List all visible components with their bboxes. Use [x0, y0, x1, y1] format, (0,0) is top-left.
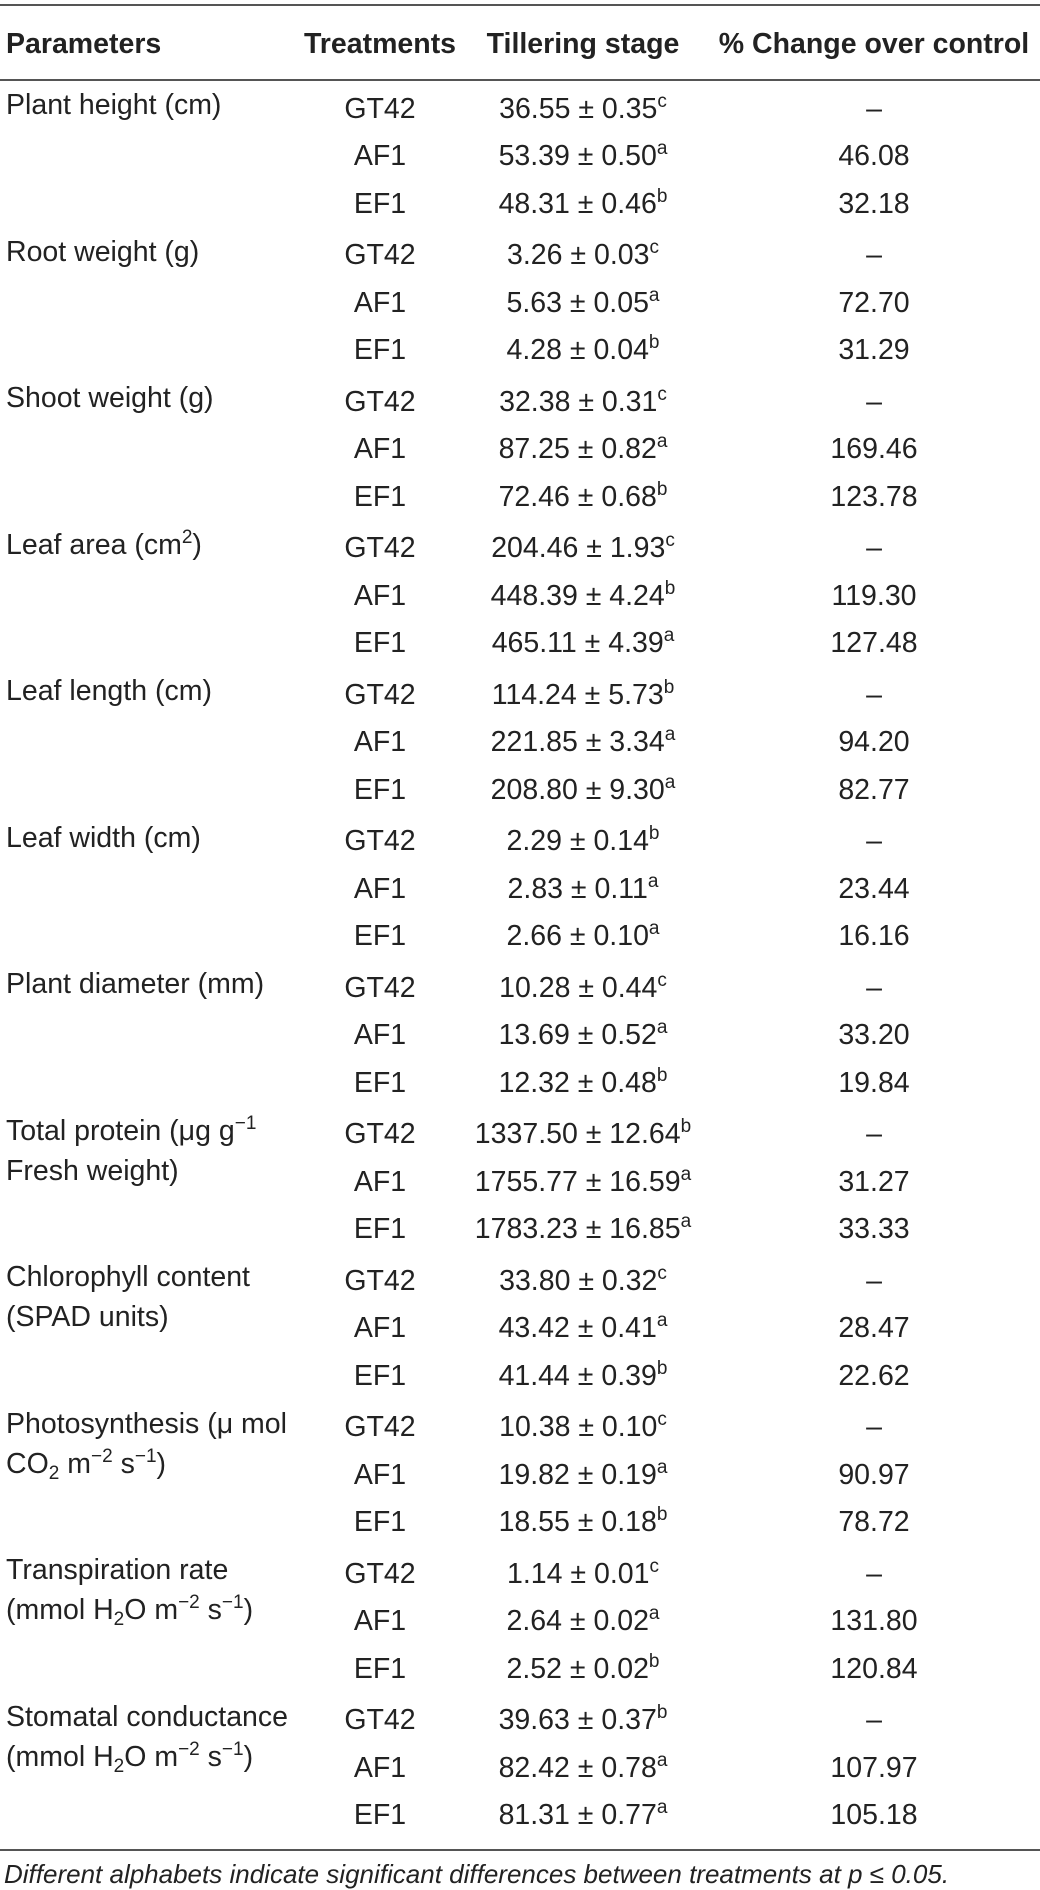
mean-se-value: 39.63 ± 0.37 — [498, 1704, 657, 1737]
significance-letter: a — [656, 431, 668, 453]
tillering-value-cell — [458, 80, 708, 133]
change-cell: 169.46 — [830, 433, 918, 466]
tillering-value-cell — [458, 1451, 708, 1499]
mean-se-value: 10.38 ± 0.10 — [499, 1411, 658, 1444]
treatment-cell: AF1 — [353, 433, 407, 466]
treatment-cell: EF1 — [353, 480, 407, 513]
change-cell: 105.18 — [830, 1799, 918, 1832]
significance-letter: a — [656, 1797, 668, 1819]
mean-se-value: 82.42 ± 0.78 — [498, 1751, 657, 1784]
mean-se-value: 1783.23 ± 16.85 — [474, 1213, 681, 1246]
significance-letter: b — [663, 676, 675, 698]
change-cell: 19.84 — [838, 1066, 910, 1099]
treatment-cell: EF1 — [353, 187, 407, 220]
change-cell: 31.27 — [838, 1165, 910, 1198]
change-cell: – — [866, 532, 882, 565]
table-row — [0, 374, 1040, 426]
treatment-cell: GT42 — [344, 1411, 416, 1444]
treatment-cell: GT42 — [344, 92, 416, 125]
table-row — [0, 521, 1040, 573]
tillering-value-cell — [458, 426, 708, 474]
mean-se-value: 32.38 ± 0.31 — [499, 385, 658, 418]
change-cell: 31.29 — [838, 334, 910, 367]
parameter-cell: Transpiration rate (mmol $H_2O$ $m^{-2}$ $s^{-1}$) — [6, 1554, 254, 1630]
treatment-cell: AF1 — [353, 579, 407, 612]
significance-letter: a — [647, 870, 659, 892]
mean-se-value: 12.32 ± 0.48 — [498, 1066, 657, 1099]
change-cell: 78.72 — [838, 1506, 910, 1539]
significance-letter: a — [648, 284, 660, 306]
parameter-cell: Plant height (cm) — [6, 89, 222, 121]
table-row — [0, 1546, 1040, 1598]
mean-se-value: 2.66 ± 0.10 — [506, 920, 649, 953]
mean-se-value: 48.31 ± 0.46 — [498, 187, 657, 220]
treatment-cell: AF1 — [353, 726, 407, 759]
table-row — [0, 228, 1040, 280]
tillering-value-cell — [458, 572, 708, 620]
change-cell: – — [866, 825, 882, 858]
table-footnote: Different alphabets indicate significant differences between treatments at p ≤ 0.05. — [0, 1849, 1040, 1890]
change-cell: 131.80 — [830, 1605, 918, 1638]
significance-letter: b — [656, 478, 668, 500]
change-cell: 127.48 — [830, 627, 918, 660]
mean-se-value: 3.26 ± 0.03 — [507, 239, 650, 272]
mean-se-value: 36.55 ± 0.35 — [499, 92, 658, 125]
treatment-cell: AF1 — [353, 872, 407, 905]
tillering-value-cell — [458, 960, 708, 1012]
tillering-value-cell — [458, 814, 708, 866]
significance-letter: c — [649, 237, 659, 259]
significance-letter: a — [680, 1163, 692, 1185]
significance-letter: b — [648, 823, 660, 845]
significance-letter: c — [649, 1555, 659, 1577]
header-tillering-stage: Tillering stage — [458, 5, 708, 80]
treatment-cell: EF1 — [353, 1066, 407, 1099]
parameter-cell: Chlorophyll content (SPAD units) — [6, 1261, 250, 1333]
change-cell: – — [866, 1557, 882, 1590]
change-cell: – — [866, 1704, 882, 1737]
tillering-value-cell — [458, 1499, 708, 1547]
significance-letter: b — [648, 332, 660, 354]
mean-se-value: 208.80 ± 9.30 — [490, 773, 665, 806]
change-cell: – — [866, 239, 882, 272]
tillering-value-cell — [458, 1059, 708, 1107]
significance-letter: a — [680, 1211, 692, 1233]
mean-se-value: 204.46 ± 1.93 — [491, 532, 666, 565]
header-change-over-control: % Change over control — [708, 5, 1040, 80]
significance-letter: a — [656, 138, 668, 160]
tillering-value-cell — [458, 133, 708, 181]
significance-letter: c — [657, 1409, 667, 1431]
mean-se-value: 72.46 ± 0.68 — [498, 480, 657, 513]
tillering-value-cell — [458, 719, 708, 767]
table-row — [0, 814, 1040, 866]
significance-letter: b — [664, 577, 676, 599]
treatment-cell: GT42 — [344, 825, 416, 858]
header-row — [0, 5, 1040, 80]
treatment-cell: EF1 — [353, 1213, 407, 1246]
treatment-cell: GT42 — [344, 239, 416, 272]
change-cell: 123.78 — [830, 480, 918, 513]
table-row — [0, 1253, 1040, 1305]
tillering-value-cell — [458, 1792, 708, 1840]
tillering-value-cell — [458, 913, 708, 961]
treatment-cell: GT42 — [344, 1557, 416, 1590]
table-row — [0, 1107, 1040, 1159]
significance-letter: a — [663, 625, 675, 647]
table-row — [0, 667, 1040, 719]
table-body — [0, 80, 1040, 1839]
change-cell: 33.33 — [838, 1213, 910, 1246]
change-cell: – — [866, 1411, 882, 1444]
mean-se-value: 1755.77 ± 16.59 — [474, 1165, 681, 1198]
significance-letter: b — [648, 1650, 660, 1672]
tillering-value-cell — [458, 279, 708, 327]
significance-letter: c — [657, 1262, 667, 1284]
parameter-cell: Root weight (g) — [6, 235, 200, 268]
table-row — [0, 1400, 1040, 1452]
treatment-cell: GT42 — [344, 385, 416, 418]
parameter-cell: Shoot weight (g) — [6, 382, 214, 414]
tillering-value-cell — [458, 1206, 708, 1254]
mean-se-value: 4.28 ± 0.04 — [506, 334, 649, 367]
change-cell: – — [866, 971, 882, 1004]
treatment-cell: EF1 — [353, 920, 407, 953]
significance-letter: b — [656, 185, 668, 207]
change-cell: 94.20 — [838, 726, 910, 759]
significance-letter: c — [657, 90, 667, 112]
change-cell: 72.70 — [838, 286, 910, 319]
mean-se-value: 2.83 ± 0.11 — [507, 872, 648, 905]
significance-letter: a — [648, 1603, 660, 1625]
mean-se-value: 13.69 ± 0.52 — [498, 1019, 657, 1052]
mean-se-value: 81.31 ± 0.77 — [498, 1799, 657, 1832]
mean-se-value: 2.52 ± 0.02 — [506, 1652, 649, 1685]
mean-se-value: 53.39 ± 0.50 — [498, 140, 657, 173]
tillering-value-cell — [458, 1305, 708, 1353]
mean-se-value: 114.24 ± 5.73 — [491, 678, 664, 711]
parameter-cell: Stomatal conductance (mmol $H_2O$ $m^{-2}$ $s^{-1}$) — [6, 1700, 289, 1777]
tillering-value-cell — [458, 1598, 708, 1646]
treatment-cell: GT42 — [344, 1704, 416, 1737]
treatment-cell: GT42 — [344, 1264, 416, 1297]
significance-letter: a — [656, 1456, 668, 1478]
tillering-value-cell — [458, 1645, 708, 1693]
mean-se-value: 33.80 ± 0.32 — [499, 1264, 658, 1297]
mean-se-value: 2.64 ± 0.02 — [506, 1605, 649, 1638]
treatment-cell: EF1 — [353, 334, 407, 367]
tillering-value-cell — [458, 1253, 708, 1305]
change-cell: 90.97 — [838, 1458, 910, 1491]
mean-se-value: 1337.50 ± 12.64 — [474, 1118, 681, 1151]
tillering-value-cell — [458, 1107, 708, 1159]
tillering-value-cell — [458, 620, 708, 668]
change-cell: 22.62 — [838, 1359, 910, 1392]
treatment-cell: AF1 — [353, 1751, 407, 1784]
change-cell: 23.44 — [838, 872, 910, 905]
change-cell: – — [866, 92, 882, 125]
significance-letter: b — [656, 1357, 668, 1379]
significance-letter: c — [657, 383, 667, 405]
treatment-cell: AF1 — [353, 1605, 407, 1638]
treatment-cell: GT42 — [344, 678, 416, 711]
treatment-cell: EF1 — [353, 1359, 407, 1392]
mean-se-value: 465.11 ± 4.39 — [491, 627, 664, 660]
change-cell: – — [866, 678, 882, 711]
table-header — [0, 5, 1040, 80]
significance-letter: b — [656, 1504, 668, 1526]
treatment-cell: AF1 — [353, 1019, 407, 1052]
tillering-value-cell — [458, 667, 708, 719]
tillering-value-cell — [458, 1744, 708, 1792]
tillering-value-cell — [458, 766, 708, 814]
change-cell: 107.97 — [830, 1751, 918, 1784]
treatment-cell: AF1 — [353, 286, 407, 319]
treatment-cell: GT42 — [344, 971, 416, 1004]
significance-letter: a — [656, 1749, 668, 1771]
treatment-cell: EF1 — [353, 1799, 407, 1832]
tillering-value-cell — [458, 1546, 708, 1598]
table-row — [0, 80, 1040, 133]
change-cell: 33.20 — [838, 1019, 910, 1052]
parameter-cell: Leaf length (cm) — [6, 675, 212, 707]
treatment-cell: EF1 — [353, 773, 407, 806]
mean-se-value: 1.14 ± 0.01 — [507, 1557, 650, 1590]
parameter-cell: Plant diameter (mm) — [6, 968, 265, 1000]
mean-se-value: 19.82 ± 0.19 — [498, 1458, 657, 1491]
mean-se-value: 10.28 ± 0.44 — [499, 971, 658, 1004]
table-row — [0, 960, 1040, 1012]
parameter-cell: Leaf width (cm) — [6, 821, 201, 854]
change-cell: 82.77 — [838, 773, 910, 806]
significance-letter: b — [656, 1702, 668, 1724]
treatment-cell: EF1 — [353, 1652, 407, 1685]
mean-se-value: 2.29 ± 0.14 — [506, 825, 649, 858]
parameter-cell: Leaf area $(cm^2)$ — [6, 526, 202, 561]
significance-letter: a — [664, 771, 676, 793]
tillering-value-cell — [458, 374, 708, 426]
significance-letter: a — [648, 918, 660, 940]
tillering-value-cell — [458, 865, 708, 913]
mean-se-value: 448.39 ± 4.24 — [490, 579, 665, 612]
change-cell: 119.30 — [831, 579, 917, 612]
mean-se-value: 221.85 ± 3.34 — [490, 726, 665, 759]
treatment-cell: GT42 — [344, 532, 416, 565]
change-cell: 32.18 — [838, 187, 910, 220]
treatment-cell: EF1 — [353, 627, 407, 660]
header-parameters: Parameters — [0, 5, 302, 80]
tillering-value-cell — [458, 473, 708, 521]
tillering-value-cell — [458, 228, 708, 280]
treatment-cell: AF1 — [353, 140, 407, 173]
significance-letter: c — [657, 969, 667, 991]
tillering-value-cell — [458, 1012, 708, 1060]
tillering-value-cell — [458, 1352, 708, 1400]
change-cell: – — [866, 385, 882, 418]
parameter-cell: Photosynthesis (μ mol $CO_2$ $m^{-2}$ $s^{-1}$) — [6, 1407, 287, 1484]
data-table — [0, 4, 1040, 1839]
treatment-cell: AF1 — [353, 1165, 407, 1198]
mean-se-value: 87.25 ± 0.82 — [498, 433, 657, 466]
tillering-value-cell — [458, 327, 708, 375]
significance-letter: c — [665, 530, 675, 552]
header-treatments: Treatments — [302, 5, 458, 80]
mean-se-value: 41.44 ± 0.39 — [498, 1359, 657, 1392]
tillering-value-cell — [458, 1400, 708, 1452]
parameter-cell: Total protein (μg $g^{-1}$ Fresh weight) — [6, 1112, 257, 1187]
change-cell: 46.08 — [838, 140, 910, 173]
significance-letter: a — [656, 1310, 668, 1332]
treatment-cell: EF1 — [353, 1506, 407, 1539]
change-cell: 120.84 — [830, 1652, 918, 1685]
significance-letter: b — [656, 1064, 668, 1086]
tillering-value-cell — [458, 1158, 708, 1206]
significance-letter: b — [680, 1116, 692, 1138]
treatment-cell: GT42 — [344, 1118, 416, 1151]
mean-se-value: 5.63 ± 0.05 — [506, 286, 649, 319]
change-cell: – — [866, 1264, 882, 1297]
tillering-value-cell — [458, 521, 708, 573]
table-row — [0, 1693, 1040, 1745]
change-cell: 16.16 — [838, 920, 910, 953]
tillering-value-cell — [458, 180, 708, 228]
mean-se-value: 43.42 ± 0.41 — [498, 1312, 657, 1345]
significance-letter: a — [656, 1017, 668, 1039]
treatment-cell: AF1 — [353, 1312, 407, 1345]
change-cell: 28.47 — [838, 1312, 910, 1345]
significance-letter: a — [664, 724, 676, 746]
treatment-cell: AF1 — [353, 1458, 407, 1491]
change-cell: – — [866, 1118, 882, 1151]
tillering-value-cell — [458, 1693, 708, 1745]
mean-se-value: 18.55 ± 0.18 — [498, 1506, 657, 1539]
